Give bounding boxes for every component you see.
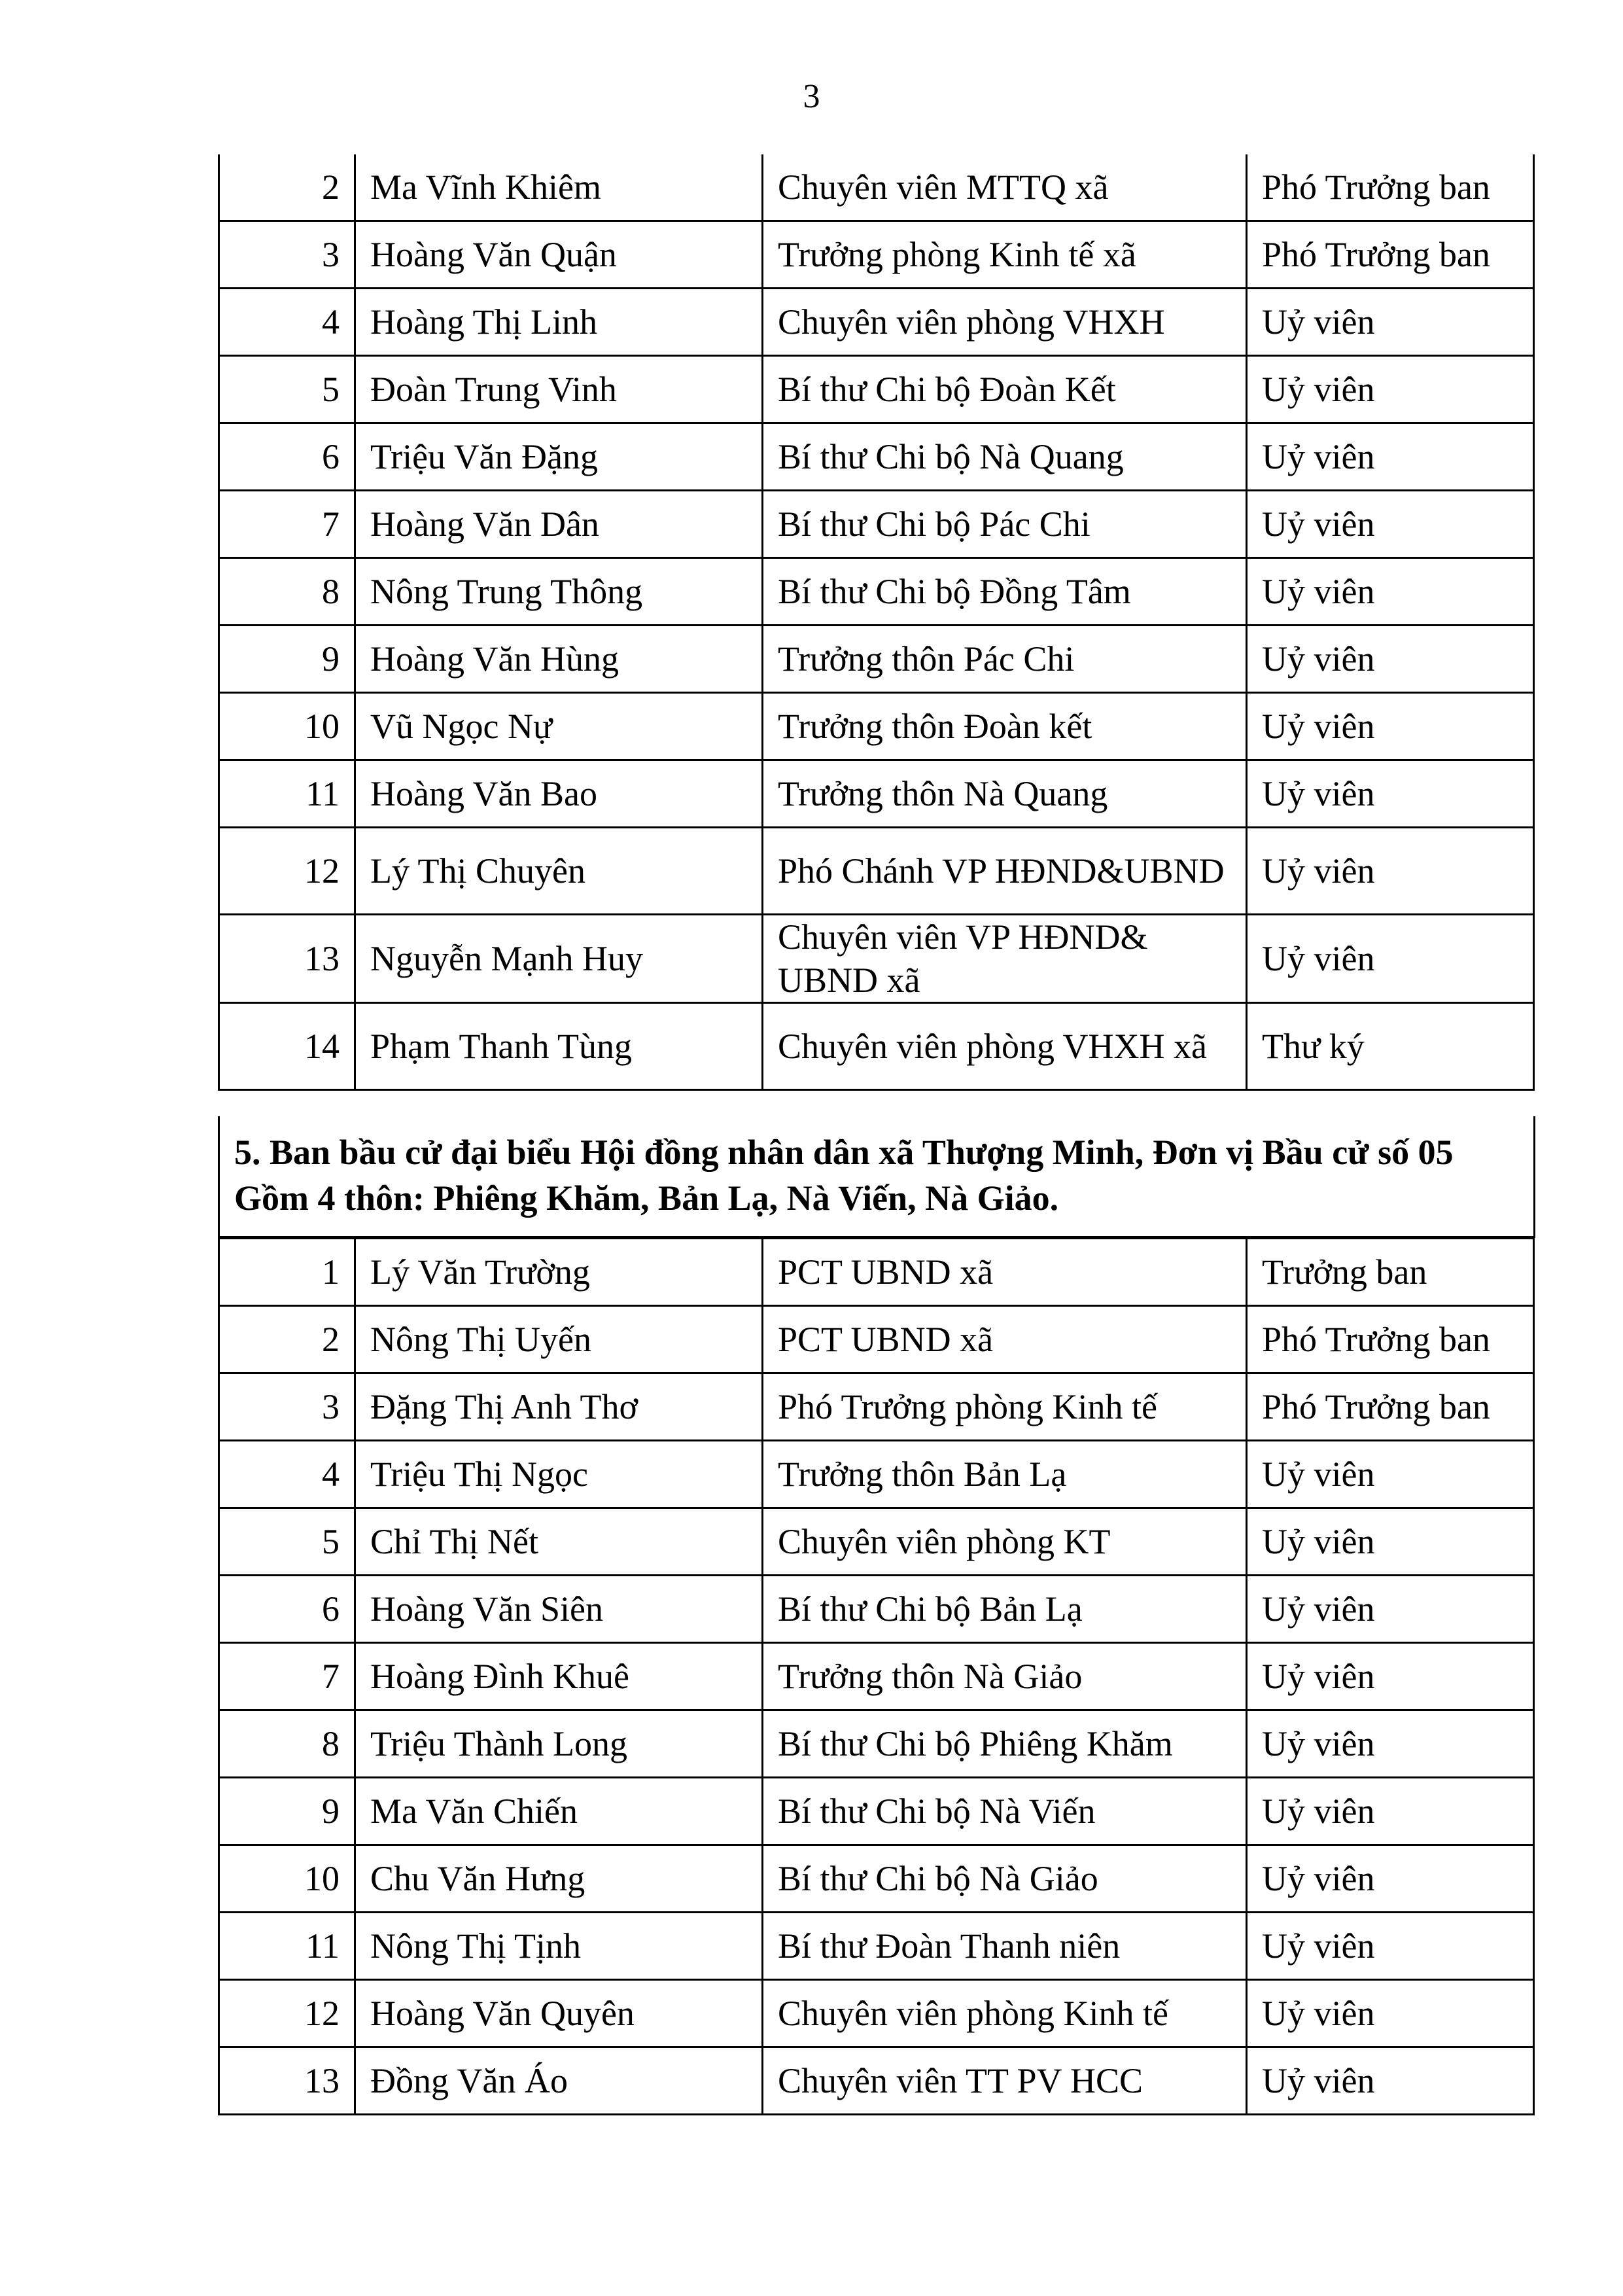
member-name: Hoàng Văn Siên bbox=[355, 1576, 763, 1643]
table-row bbox=[219, 1003, 1534, 1090]
row-number: 6 bbox=[219, 1576, 355, 1643]
member-name: Chỉ Thị Nết bbox=[355, 1508, 763, 1576]
member-role: Uỷ viên bbox=[1247, 1710, 1534, 1778]
table-row bbox=[219, 1710, 1534, 1778]
row-number: 2 bbox=[219, 1306, 355, 1373]
member-role: Uỷ viên bbox=[1247, 1913, 1534, 1980]
row-number: 4 bbox=[219, 1441, 355, 1508]
member-role: Phó Trưởng ban bbox=[1247, 221, 1534, 289]
member-role: Uỷ viên bbox=[1247, 558, 1534, 626]
member-position: Chuyên viên phòng VHXH xã bbox=[763, 1003, 1247, 1090]
member-role: Uỷ viên bbox=[1247, 760, 1534, 828]
row-number: 13 bbox=[219, 2047, 355, 2115]
member-role: Uỷ viên bbox=[1247, 1778, 1534, 1845]
member-role: Uỷ viên bbox=[1247, 356, 1534, 423]
table-row bbox=[219, 1778, 1534, 1845]
member-name: Hoàng Văn Dân bbox=[355, 491, 763, 558]
member-role: Uỷ viên bbox=[1247, 1576, 1534, 1643]
member-position: PCT UBND xã bbox=[763, 1306, 1247, 1373]
table-row bbox=[219, 289, 1534, 356]
member-name: Triệu Văn Đặng bbox=[355, 423, 763, 491]
member-role: Uỷ viên bbox=[1247, 1845, 1534, 1913]
member-name: Hoàng Văn Quận bbox=[355, 221, 763, 289]
member-role: Uỷ viên bbox=[1247, 1980, 1534, 2047]
member-role: Thư ký bbox=[1247, 1003, 1534, 1090]
table-row bbox=[219, 423, 1534, 491]
member-name: Lý Thị Chuyên bbox=[355, 828, 763, 915]
member-position: Trưởng thôn Bản Lạ bbox=[763, 1441, 1247, 1508]
member-role: Trưởng ban bbox=[1247, 1239, 1534, 1306]
member-name: Hoàng Đình Khuê bbox=[355, 1643, 763, 1710]
section-heading: 5. Ban bầu cử đại biểu Hội đồng nhân dân xã Thượng Minh, Đơn vị Bầu cử số 05 Gồm 4 thôn: Phiêng Khăm, Bản Lạ, Nà Viến, Nà Giảo. bbox=[218, 1116, 1535, 1238]
member-position: Chuyên viên MTTQ xã bbox=[763, 154, 1247, 221]
row-number: 9 bbox=[219, 1778, 355, 1845]
member-name: Hoàng Văn Quyên bbox=[355, 1980, 763, 2047]
member-name: Đoàn Trung Vinh bbox=[355, 356, 763, 423]
row-number: 10 bbox=[219, 1845, 355, 1913]
member-position: Bí thư Chi bộ Bản Lạ bbox=[763, 1576, 1247, 1643]
table-row bbox=[219, 356, 1534, 423]
member-role: Uỷ viên bbox=[1247, 828, 1534, 915]
member-name: Hoàng Văn Bao bbox=[355, 760, 763, 828]
member-role: Uỷ viên bbox=[1247, 2047, 1534, 2115]
member-position: Trưởng thôn Nà Quang bbox=[763, 760, 1247, 828]
row-number: 8 bbox=[219, 1710, 355, 1778]
table-row bbox=[219, 1508, 1534, 1576]
member-position: Bí thư Chi bộ Nà Giảo bbox=[763, 1845, 1247, 1913]
member-name: Nông Thị Uyến bbox=[355, 1306, 763, 1373]
row-number: 3 bbox=[219, 1373, 355, 1441]
member-position: Phó Trưởng phòng Kinh tế bbox=[763, 1373, 1247, 1441]
row-number: 7 bbox=[219, 1643, 355, 1710]
table-row bbox=[219, 1576, 1534, 1643]
member-position: Bí thư Chi bộ Phiêng Khăm bbox=[763, 1710, 1247, 1778]
member-position: Chuyên viên TT PV HCC bbox=[763, 2047, 1247, 2115]
row-number: 7 bbox=[219, 491, 355, 558]
table-row bbox=[219, 1306, 1534, 1373]
row-number: 11 bbox=[219, 1913, 355, 1980]
member-position: Bí thư Chi bộ Đồng Tâm bbox=[763, 558, 1247, 626]
member-role: Phó Trưởng ban bbox=[1247, 1306, 1534, 1373]
row-number: 11 bbox=[219, 760, 355, 828]
row-number: 4 bbox=[219, 289, 355, 356]
table-row bbox=[219, 828, 1534, 915]
row-number: 9 bbox=[219, 626, 355, 693]
member-position: Chuyên viên VP HĐND& UBND xã bbox=[763, 915, 1247, 1003]
member-role: Uỷ viên bbox=[1247, 626, 1534, 693]
member-name: Nông Thị Tịnh bbox=[355, 1913, 763, 1980]
table-row bbox=[219, 1980, 1534, 2047]
member-role: Uỷ viên bbox=[1247, 1441, 1534, 1508]
table-row bbox=[219, 1913, 1534, 1980]
table-row bbox=[219, 693, 1534, 760]
member-role: Uỷ viên bbox=[1247, 915, 1534, 1003]
member-name: Ma Vĩnh Khiêm bbox=[355, 154, 763, 221]
table-row bbox=[219, 558, 1534, 626]
table-row bbox=[219, 491, 1534, 558]
table-row bbox=[219, 221, 1534, 289]
row-number: 5 bbox=[219, 356, 355, 423]
member-name: Triệu Thị Ngọc bbox=[355, 1441, 763, 1508]
member-position: Bí thư Chi bộ Pác Chi bbox=[763, 491, 1247, 558]
table-row bbox=[219, 1643, 1534, 1710]
member-name: Chu Văn Hưng bbox=[355, 1845, 763, 1913]
row-number: 12 bbox=[219, 1980, 355, 2047]
member-role: Uỷ viên bbox=[1247, 491, 1534, 558]
row-number: 5 bbox=[219, 1508, 355, 1576]
member-name: Đặng Thị Anh Thơ bbox=[355, 1373, 763, 1441]
table-row bbox=[219, 2047, 1534, 2115]
table-row bbox=[219, 760, 1534, 828]
member-role: Phó Trưởng ban bbox=[1247, 154, 1534, 221]
member-position: PCT UBND xã bbox=[763, 1239, 1247, 1306]
table-row bbox=[219, 1845, 1534, 1913]
member-role: Uỷ viên bbox=[1247, 423, 1534, 491]
row-number: 12 bbox=[219, 828, 355, 915]
member-role: Uỷ viên bbox=[1247, 1508, 1534, 1576]
member-role: Uỷ viên bbox=[1247, 693, 1534, 760]
member-role: Phó Trưởng ban bbox=[1247, 1373, 1534, 1441]
row-number: 3 bbox=[219, 221, 355, 289]
member-position: Bí thư Đoàn Thanh niên bbox=[763, 1913, 1247, 1980]
row-number: 6 bbox=[219, 423, 355, 491]
member-name: Nông Trung Thông bbox=[355, 558, 763, 626]
member-position: Phó Chánh VP HĐND&UBND bbox=[763, 828, 1247, 915]
member-name: Đồng Văn Áo bbox=[355, 2047, 763, 2115]
member-position: Trưởng thôn Đoàn kết bbox=[763, 693, 1247, 760]
row-number: 8 bbox=[219, 558, 355, 626]
table-row bbox=[219, 626, 1534, 693]
member-role: Uỷ viên bbox=[1247, 1643, 1534, 1710]
members-table-section-5 bbox=[218, 1237, 1535, 2115]
member-position: Trưởng phòng Kinh tế xã bbox=[763, 221, 1247, 289]
member-position: Bí thư Chi bộ Nà Quang bbox=[763, 423, 1247, 491]
member-position: Bí thư Chi bộ Nà Viến bbox=[763, 1778, 1247, 1845]
member-name: Vũ Ngọc Nự bbox=[355, 693, 763, 760]
member-position: Chuyên viên phòng KT bbox=[763, 1508, 1247, 1576]
table-row bbox=[219, 1373, 1534, 1441]
table-row bbox=[219, 154, 1534, 221]
row-number: 14 bbox=[219, 1003, 355, 1090]
member-name: Hoàng Thị Linh bbox=[355, 289, 763, 356]
row-number: 10 bbox=[219, 693, 355, 760]
row-number: 2 bbox=[219, 154, 355, 221]
row-number: 13 bbox=[219, 915, 355, 1003]
table-row bbox=[219, 1239, 1534, 1306]
member-name: Nguyễn Mạnh Huy bbox=[355, 915, 763, 1003]
member-name: Phạm Thanh Tùng bbox=[355, 1003, 763, 1090]
member-name: Lý Văn Trường bbox=[355, 1239, 763, 1306]
member-position: Chuyên viên phòng Kinh tế bbox=[763, 1980, 1247, 2047]
member-name: Ma Văn Chiến bbox=[355, 1778, 763, 1845]
member-position: Bí thư Chi bộ Đoàn Kết bbox=[763, 356, 1247, 423]
table-row bbox=[219, 915, 1534, 1003]
member-name: Triệu Thành Long bbox=[355, 1710, 763, 1778]
member-role: Uỷ viên bbox=[1247, 289, 1534, 356]
table-row bbox=[219, 1441, 1534, 1508]
member-position: Chuyên viên phòng VHXH bbox=[763, 289, 1247, 356]
member-position: Trưởng thôn Pác Chi bbox=[763, 626, 1247, 693]
members-table-continued bbox=[218, 154, 1535, 1091]
member-name: Hoàng Văn Hùng bbox=[355, 626, 763, 693]
row-number: 1 bbox=[219, 1239, 355, 1306]
member-position: Trưởng thôn Nà Giảo bbox=[763, 1643, 1247, 1710]
page-number: 3 bbox=[803, 78, 820, 115]
